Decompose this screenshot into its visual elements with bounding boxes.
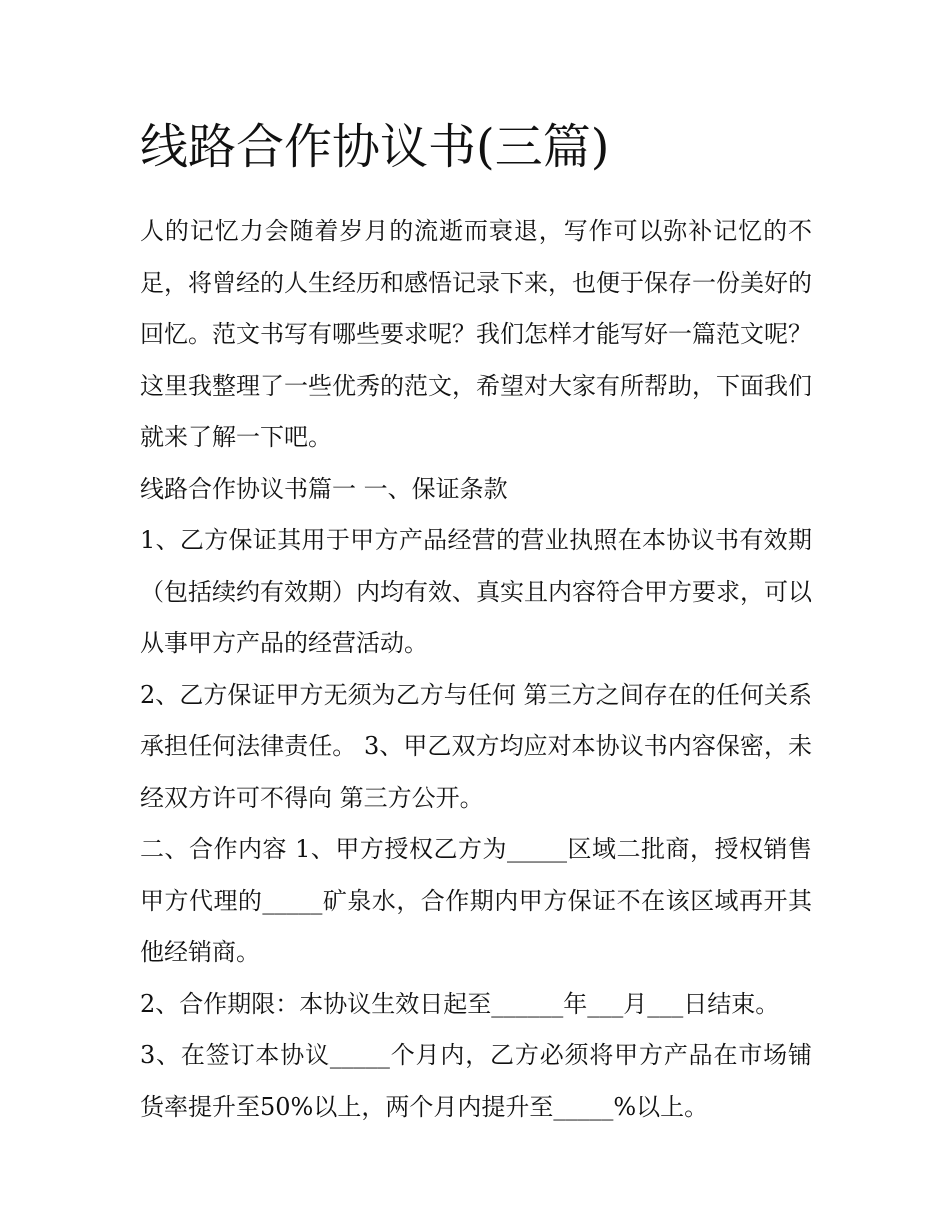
clause-paragraph: 3、在签订本协议_____个月内，乙方必须将甲方产品在市场铺货率提升至50%以上，两个月内提升至_____%以上。 [140, 1041, 812, 1121]
document-title: 线路合作协议书(三篇) [140, 119, 610, 175]
clause-paragraph: 二、合作内容 1、甲方授权乙方为_____区域二批商，授权销售甲方代理的_____矿泉水，合作期内甲方保证不在该区域再开其他经销商。 [140, 835, 812, 966]
section-heading: 线路合作协议书篇一 一、保证条款 [140, 474, 508, 503]
document-page [140, 112, 812, 1133]
intro-paragraph: 人的记忆力会随着岁月的流逝而衰退，写作可以弥补记忆的不足，将曾经的人生经历和感悟记录下来，也便于保存一份美好的回忆。范文书写有哪些要求呢？我们怎样才能写好一篇范文呢？这里我整理了一些优秀的范文，希望对大家有所帮助，下面我们就来了解一下吧。 [140, 217, 812, 451]
clause-paragraph: 2、乙方保证甲方无须为乙方与任何 第三方之间存在的任何关系承担任何法律责任。 3、甲乙双方均应对本协议书内容保密，未经双方许可不得向 第三方公开。 [140, 680, 812, 812]
clause-paragraph: 2、合作期限：本协议生效日起至______年___月___日结束。 [140, 989, 780, 1018]
clause-paragraph: 1、乙方保证其用于甲方产品经营的营业执照在本协议书有效期（包括续约有效期）内均有效、真实且内容符合甲方要求，可以从事甲方产品的经营活动。 [140, 526, 812, 657]
